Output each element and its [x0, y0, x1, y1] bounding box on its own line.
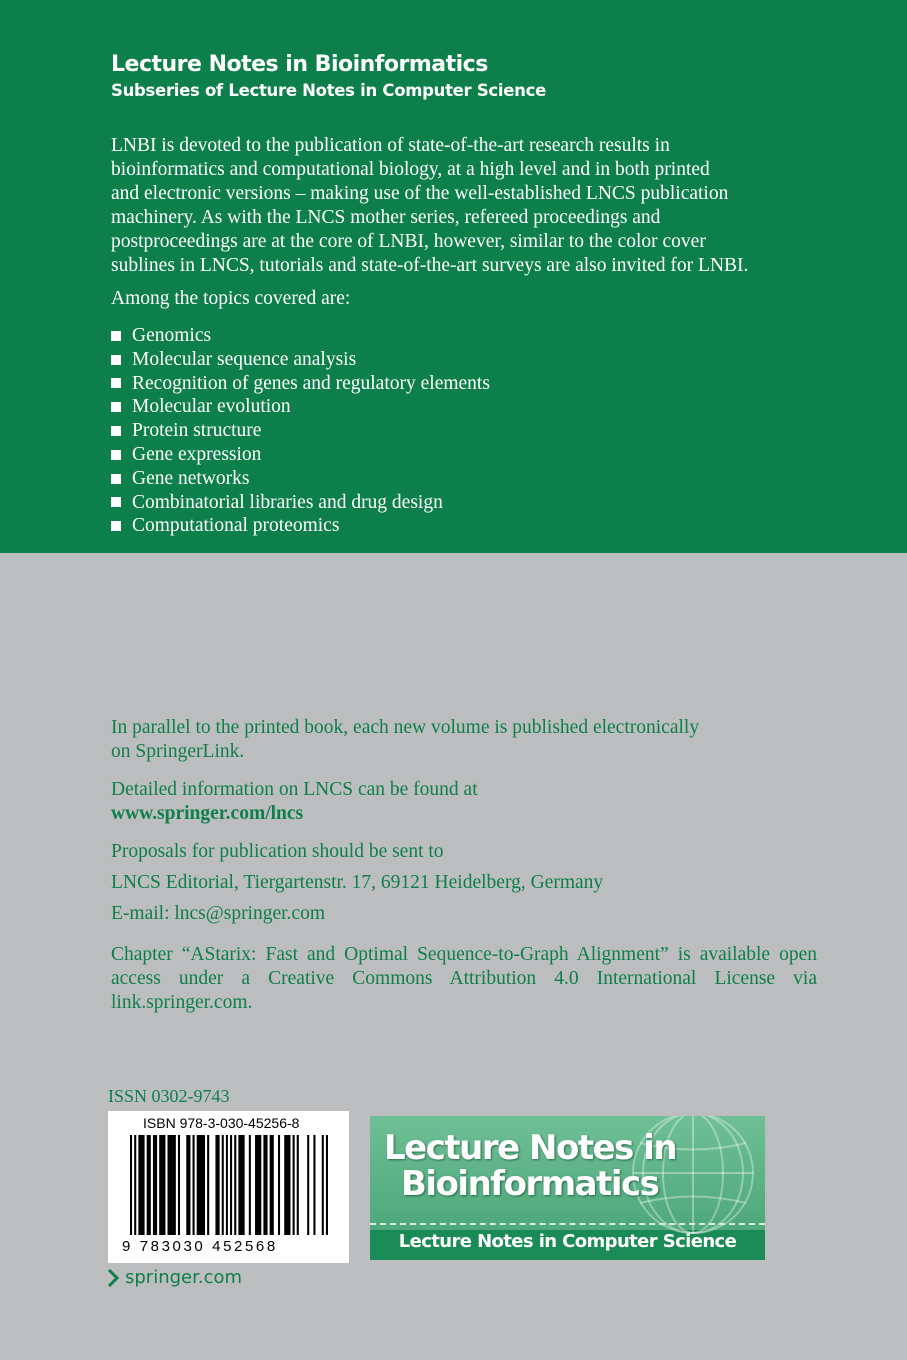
square-bullet-icon: [111, 378, 121, 388]
list-item: [111, 491, 490, 515]
list-item: [111, 395, 490, 419]
isbn-label: ISBN 978-3-030-45256-8: [143, 1115, 300, 1131]
topic-label: Molecular sequence analysis: [132, 348, 357, 370]
list-item: [111, 419, 490, 443]
topics-list: [111, 324, 490, 538]
lncs-info: [111, 778, 478, 826]
logo-title-line: Bioinformatics: [401, 1164, 659, 1204]
topics-intro: Among the topics covered are:: [111, 288, 351, 309]
description-line: machinery. As with the LNCS mother series, refereed proceedings and: [111, 207, 661, 228]
lncs-info-line: Detailed information on LNCS can be found at: [111, 779, 478, 800]
barcode-bar: [134, 1135, 136, 1235]
barcode-bar: [147, 1135, 151, 1235]
square-bullet-icon: [111, 474, 121, 484]
list-item: [111, 443, 490, 467]
barcode-bar: [153, 1135, 157, 1235]
logo-subtitle: Lecture Notes in Computer Science: [398, 1231, 737, 1252]
series-title: Lecture Notes in Bioinformatics: [111, 52, 488, 77]
barcode-bar: [307, 1135, 309, 1235]
description-line: bioinformatics and computational biology, at a high level and in both printed: [111, 159, 710, 180]
series-logo: [370, 1116, 765, 1260]
barcode-box: [108, 1111, 349, 1263]
barcode-bar: [297, 1135, 299, 1235]
parallel-publication-text: [111, 716, 699, 764]
barcode-bar: [234, 1135, 236, 1235]
barcode-bar: [226, 1135, 228, 1235]
topic-label: Molecular evolution: [132, 396, 291, 418]
barcode-bar: [193, 1135, 195, 1235]
barcode-bar: [255, 1135, 261, 1235]
barcode-bar: [293, 1135, 295, 1235]
chevron-right-icon: [107, 1269, 119, 1287]
barcode-bar: [326, 1135, 328, 1235]
barcode-bar: [238, 1135, 244, 1235]
series-description: [111, 134, 851, 278]
logo-divider: [370, 1223, 765, 1225]
barcode-bar: [130, 1135, 132, 1235]
parallel-line: on SpringerLink.: [111, 741, 245, 762]
barcode-bar: [230, 1135, 232, 1235]
description-line: sublines in LNCS, tutorials and state-of-the-art surveys are also invited for LNBI.: [111, 255, 749, 276]
barcode-bar: [263, 1135, 267, 1235]
square-bullet-icon: [111, 497, 121, 507]
topic-label: Recognition of genes and regulatory elements: [132, 372, 490, 394]
square-bullet-icon: [111, 450, 121, 460]
list-item: [111, 348, 490, 372]
list-item: [111, 467, 490, 491]
chapter-open-access-note: Chapter “AStarix: Fast and Optimal Sequence-to-Graph Alignment” is available open access under a Creative Commons Attribution 4.0 International License via link.springer.com.: [111, 944, 817, 1013]
barcode-bar: [222, 1135, 224, 1235]
description-line: and electronic versions – making use of the well-established LNCS publication: [111, 183, 729, 204]
square-bullet-icon: [111, 355, 121, 365]
issn-label: ISSN 0302-9743: [108, 1086, 230, 1106]
series-subtitle: Subseries of Lecture Notes in Computer Science: [111, 81, 546, 100]
barcode-bar: [284, 1135, 290, 1235]
barcode-digits: 9 783030 452568: [122, 1238, 278, 1255]
barcode-bar: [270, 1135, 274, 1235]
description-line: LNBI is devoted to the publication of state-of-the-art research results in: [111, 135, 670, 156]
topic-label: Gene expression: [132, 443, 262, 465]
list-item: [111, 514, 490, 538]
parallel-line: In parallel to the printed book, each new volume is published electronically: [111, 717, 700, 738]
barcode-bar: [215, 1135, 219, 1235]
proposals-line: Proposals for publication should be sent to: [111, 841, 444, 862]
barcode-bar: [207, 1135, 209, 1235]
topic-label: Protein structure: [132, 420, 262, 442]
barcode-bar: [322, 1135, 324, 1235]
topic-label: Genomics: [132, 325, 212, 346]
list-item: [111, 372, 490, 396]
editorial-address: LNCS Editorial, Tiergartenstr. 17, 69121 Heidelberg, Germany: [111, 872, 604, 893]
barcode-bar: [168, 1135, 176, 1235]
square-bullet-icon: [111, 331, 121, 341]
springer-link[interactable]: [107, 1267, 242, 1288]
topic-label: Computational proteomics: [132, 515, 340, 537]
barcode-bar: [197, 1135, 205, 1235]
barcode-bar: [278, 1135, 280, 1235]
square-bullet-icon: [111, 521, 121, 531]
lncs-url-link[interactable]: www.springer.com/lncs: [111, 803, 304, 824]
description-line: postproceedings are at the core of LNBI, however, similar to the color cover: [111, 231, 706, 252]
logo-title-line: Lecture Notes in: [384, 1128, 677, 1168]
email-line[interactable]: E-mail: lncs@springer.com: [111, 903, 325, 924]
square-bullet-icon: [111, 402, 121, 412]
barcode-bar: [186, 1135, 190, 1235]
logo-title: [384, 1130, 676, 1202]
barcode-bar: [313, 1135, 315, 1235]
barcode-bar: [159, 1135, 165, 1235]
barcode-bar: [138, 1135, 144, 1235]
barcode-bars: [130, 1135, 328, 1235]
springer-link-label: springer.com: [125, 1267, 243, 1288]
list-item: [111, 324, 490, 348]
top-panel: [0, 0, 907, 553]
barcode-bar: [178, 1135, 180, 1235]
topic-label: Combinatorial libraries and drug design: [132, 491, 443, 513]
square-bullet-icon: [111, 426, 121, 436]
barcode-bar: [249, 1135, 251, 1235]
topic-label: Gene networks: [132, 467, 250, 489]
